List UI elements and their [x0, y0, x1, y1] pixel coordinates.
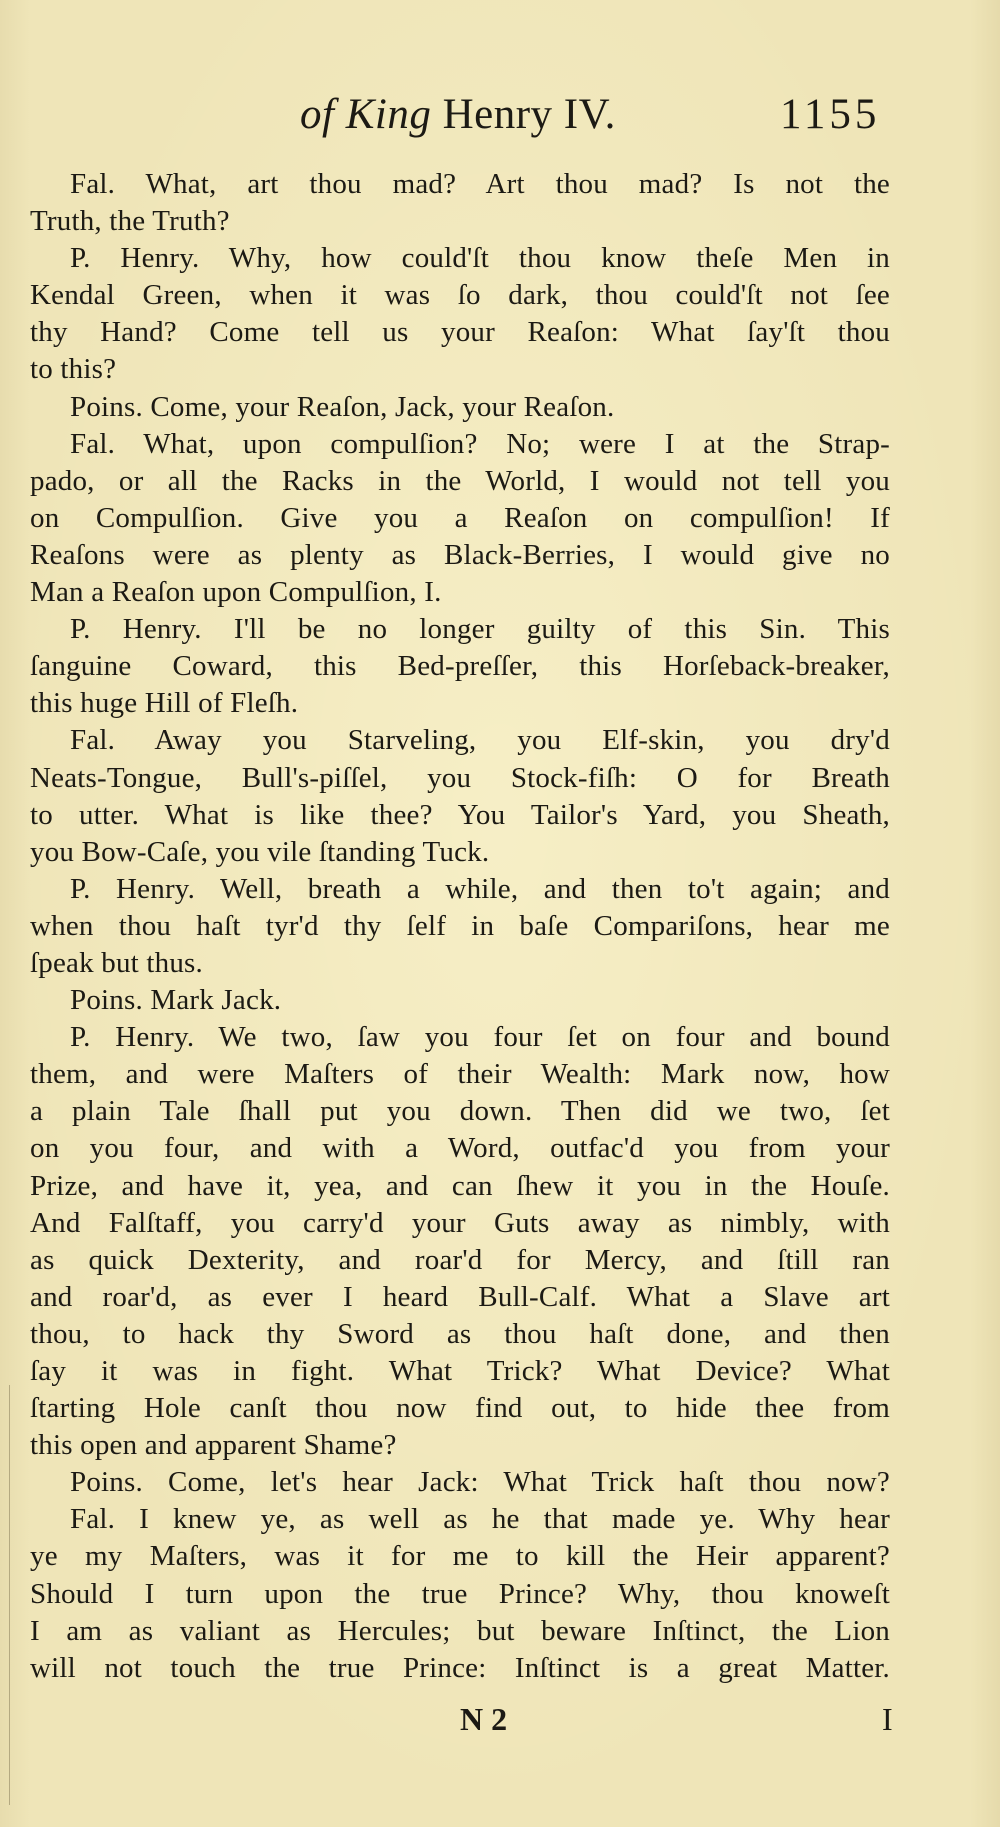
running-head-title-main: Henry IV.: [442, 91, 616, 138]
text-line: Kendal Green, when it was ſo dark, thou could'ſt not ſee: [30, 279, 890, 312]
text-line: I am as valiant as Hercules; but beware Inſtinct, the Lion: [30, 1614, 890, 1647]
text-line: a plain Tale ſhall put you down. Then did we two, ſet: [30, 1095, 890, 1128]
text-line: Fal. I knew ye, as well as he that made ye. Why hear: [70, 1503, 890, 1536]
text-line: Truth, the Truth?: [30, 205, 230, 238]
text-line: and roar'd, as ever I heard Bull-Calf. What a Slave art: [30, 1280, 890, 1313]
text-line: to this?: [30, 353, 117, 386]
text-line: P. Henry. Why, how could'ſt thou know theſe Men in: [70, 242, 890, 275]
text-line: to utter. What is like thee? You Tailor's Yard, you Sheath,: [30, 798, 890, 831]
text-line: thy Hand? Come tell us your Reaſon: What ſay'ſt thou: [30, 316, 890, 349]
text-line: this huge Hill of Fleſh.: [30, 687, 299, 720]
text-line: pado, or all the Racks in the World, I would not tell you: [30, 464, 890, 497]
text-line: Should I turn upon the true Prince? Why, thou knoweſt: [30, 1577, 890, 1610]
body-text: [30, 166, 890, 1687]
text-line: Fal. What, art thou mad? Art thou mad? Is not the: [70, 168, 890, 200]
text-line: Poins. Come, your Reaſon, Jack, your Reaſon.: [70, 390, 615, 423]
text-line: them, and were Maſters of their Wealth: Mark now, how: [30, 1058, 890, 1091]
page-footer: [0, 1701, 1000, 1751]
signature-mark: N 2: [460, 1701, 508, 1737]
text-line: ſtarting Hole canſt thou now find out, to hide thee from: [30, 1392, 890, 1425]
text-line: P. Henry. Well, breath a while, and then to't again; and: [70, 872, 890, 905]
text-line: Poins. Mark Jack.: [70, 984, 282, 1017]
text-line: this open and apparent Shame?: [30, 1429, 397, 1462]
running-head-title: [300, 90, 616, 139]
running-head-title-prefix: of King: [300, 91, 432, 138]
text-line: on you four, and with a Word, outfac'd you from your: [30, 1132, 890, 1165]
text-line: ye my Maſters, was it for me to kill the Heir apparent?: [30, 1540, 890, 1573]
catchword: I: [882, 1701, 893, 1737]
text-line: P. Henry. I'll be no longer guilty of this Sin. This: [70, 613, 890, 646]
text-line: Fal. What, upon compulſion? No; were I at the Strap-: [70, 427, 890, 460]
page-number: 1155: [780, 91, 881, 138]
text-line: Neats-Tongue, Bull's-piſſel, you Stock-fiſh: O for Breath: [30, 761, 890, 794]
text-line: P. Henry. We two, ſaw you four ſet on four and bound: [70, 1021, 890, 1054]
text-line: you Bow-Caſe, you vile ſtanding Tuck.: [30, 835, 490, 868]
text-line: Man a Reaſon upon Compulſion, I.: [30, 576, 442, 609]
text-line: on Compulſion. Give you a Reaſon on compulſion! If: [30, 501, 890, 534]
text-line: will not touch the true Prince: Inſtinct is a great Matter.: [30, 1651, 890, 1684]
text-line: ſanguine Coward, this Bed-preſſer, this Horſeback-breaker,: [30, 650, 890, 683]
text-line: And Falſtaff, you carry'd your Guts away as nimbly, with: [30, 1206, 890, 1239]
text-line: thou, to hack thy Sword as thou haſt done, and then: [30, 1317, 890, 1350]
text-line: Reaſons were as plenty as Black-Berries, I would give no: [30, 538, 890, 571]
text-line: when thou haſt tyr'd thy ſelf in baſe Compariſons, hear me: [30, 909, 890, 942]
running-head: [0, 90, 1000, 150]
text-line: as quick Dexterity, and roar'd for Mercy, and ſtill ran: [30, 1243, 890, 1276]
text-line: Fal. Away you Starveling, you Elf-skin, you dry'd: [70, 724, 890, 757]
text-line: Prize, and have it, yea, and can ſhew it you in the Houſe.: [30, 1169, 890, 1202]
text-line: ſpeak but thus.: [30, 946, 203, 979]
text-line: Poins. Come, let's hear Jack: What Trick haſt thou now?: [70, 1466, 890, 1499]
text-line: ſay it was in fight. What Trick? What Device? What: [30, 1355, 890, 1387]
